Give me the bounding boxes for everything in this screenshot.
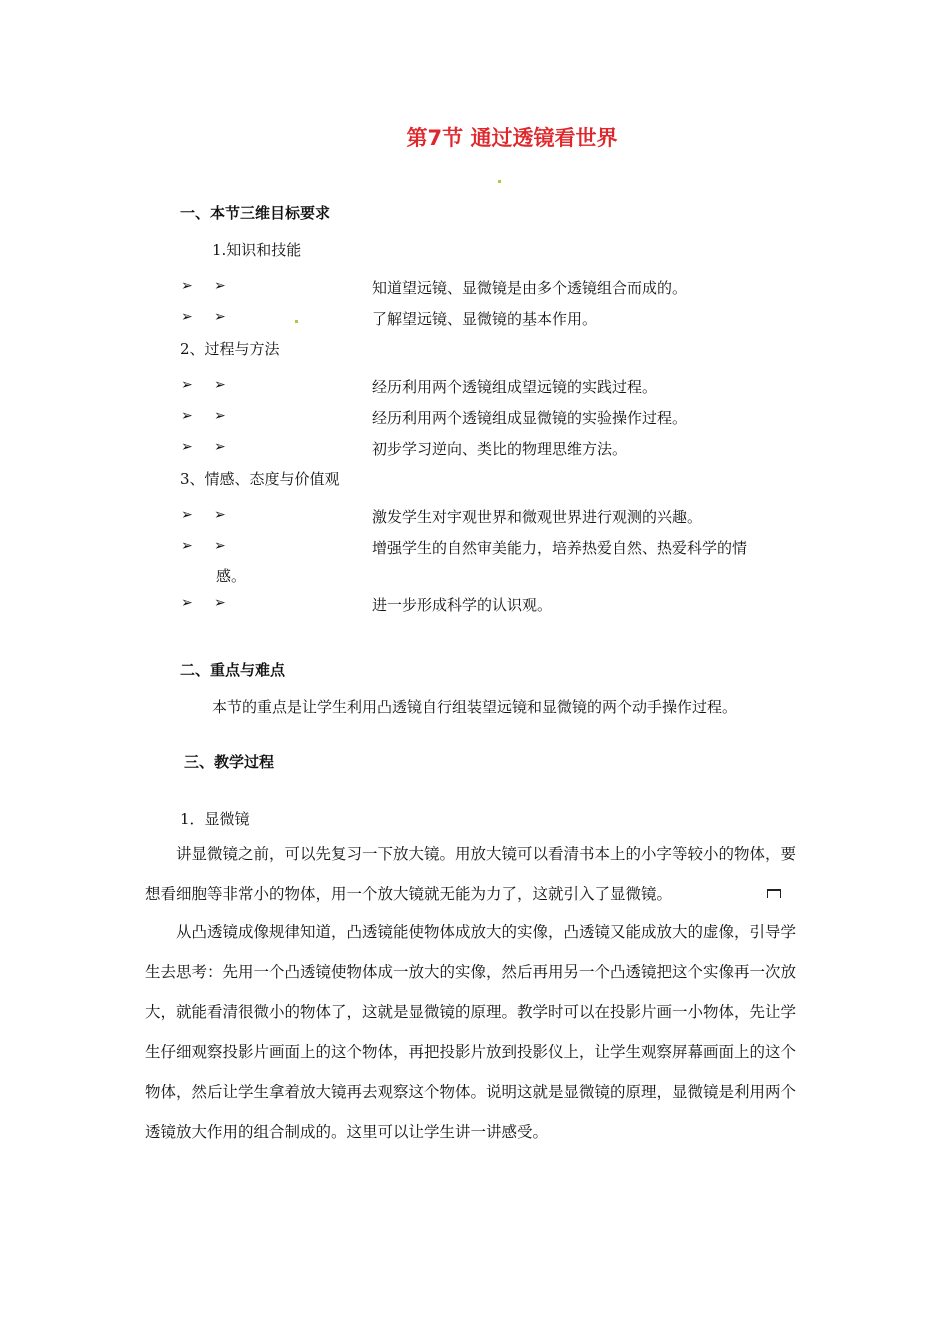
bullet-arrow: ➢ [214,377,226,393]
objective-item: 经历利用两个透镜组成望远镜的实践过程。 [372,378,658,396]
bullet-arrow: ➢ [181,538,193,554]
paragraph-text: 讲显微镜之前，可以先复习一下放大镜。用放大镜可以看清书本上的小字等较小的物体，要想看细胞等非常小的物体，用一个放大镜就无能为力了，这就引入了显微镜。 [145,845,797,903]
subsection-values: 3、情感、态度与价值观 [180,470,340,488]
teaching-paragraph-2 [145,912,807,1152]
bullet-arrow: ➢ [214,595,226,611]
teaching-paragraph-1 [145,834,807,914]
subsection-microscope: 1．显微镜 [180,810,250,828]
bullet-arrow: ➢ [181,595,193,611]
key-points-text: 本节的重点是让学生利用凸透镜自行组装望远镜和显微镜的两个动手操作过程。 [212,698,738,716]
bullet-arrow: ➢ [181,377,193,393]
bullet-arrow: ➢ [214,538,226,554]
bullet-arrow: ➢ [181,278,193,294]
objective-item-wrap: 感。 [216,567,247,585]
objective-item: 初步学习逆向、类比的物理思维方法。 [372,440,628,458]
objective-item: 经历利用两个透镜组成显微镜的实验操作过程。 [372,409,688,427]
objective-item: 激发学生对宇观世界和微观世界进行观测的兴趣。 [372,508,703,526]
bullet-arrow: ➢ [214,309,226,325]
bullet-arrow: ➢ [214,439,226,455]
objective-item: 了解望远镜、显微镜的基本作用。 [372,310,598,328]
section-3-heading: 三、教学过程 [184,753,275,771]
bullet-arrow: ➢ [214,278,226,294]
subsection-process: 2、过程与方法 [180,340,280,358]
bullet-arrow: ➢ [181,507,193,523]
objective-item: 知道望远镜、显微镜是由多个透镜组合而成的。 [372,279,688,297]
objective-item: 增强学生的自然审美能力，培养热爱自然、热爱科学的情 [372,539,748,557]
section-1-heading: 一、本节三维目标要求 [180,204,331,222]
bullet-arrow: ➢ [181,439,193,455]
bullet-arrow: ➢ [214,507,226,523]
decorative-dot [295,320,298,323]
bracket-mark [767,889,781,898]
page-title: 第7节 通过透镜看世界 [406,126,618,150]
decorative-dot [498,180,501,183]
paragraph-text: 从凸透镜成像规律知道，凸透镜能使物体成放大的实像，凸透镜又能成放大的虚像，引导学生去思考：先用一个凸透镜使物体成一放大的实像，然后再用另一个凸透镜把这个实像再一次放大，就能看清很微小的物体了，这就是显微镜的原理。教学时可以在投影片画一小物体，先让学生仔细观察投影片画面上的这个物体，再把投影片放到投影仪上，让学生观察屏幕画面上的这个物体，然后让学生拿着放大镜再去观察这个物体。说明这就是显微镜的原理，显微镜是利用两个透镜放大作用的组合制成的。这里可以让学生讲一讲感受。 [145,923,797,1141]
bullet-arrow: ➢ [181,309,193,325]
subsection-knowledge: 1.知识和技能 [212,241,302,259]
objective-item: 进一步形成科学的认识观。 [372,596,553,614]
section-2-heading: 二、重点与难点 [180,661,286,679]
bullet-arrow: ➢ [214,408,226,424]
bullet-arrow: ➢ [181,408,193,424]
